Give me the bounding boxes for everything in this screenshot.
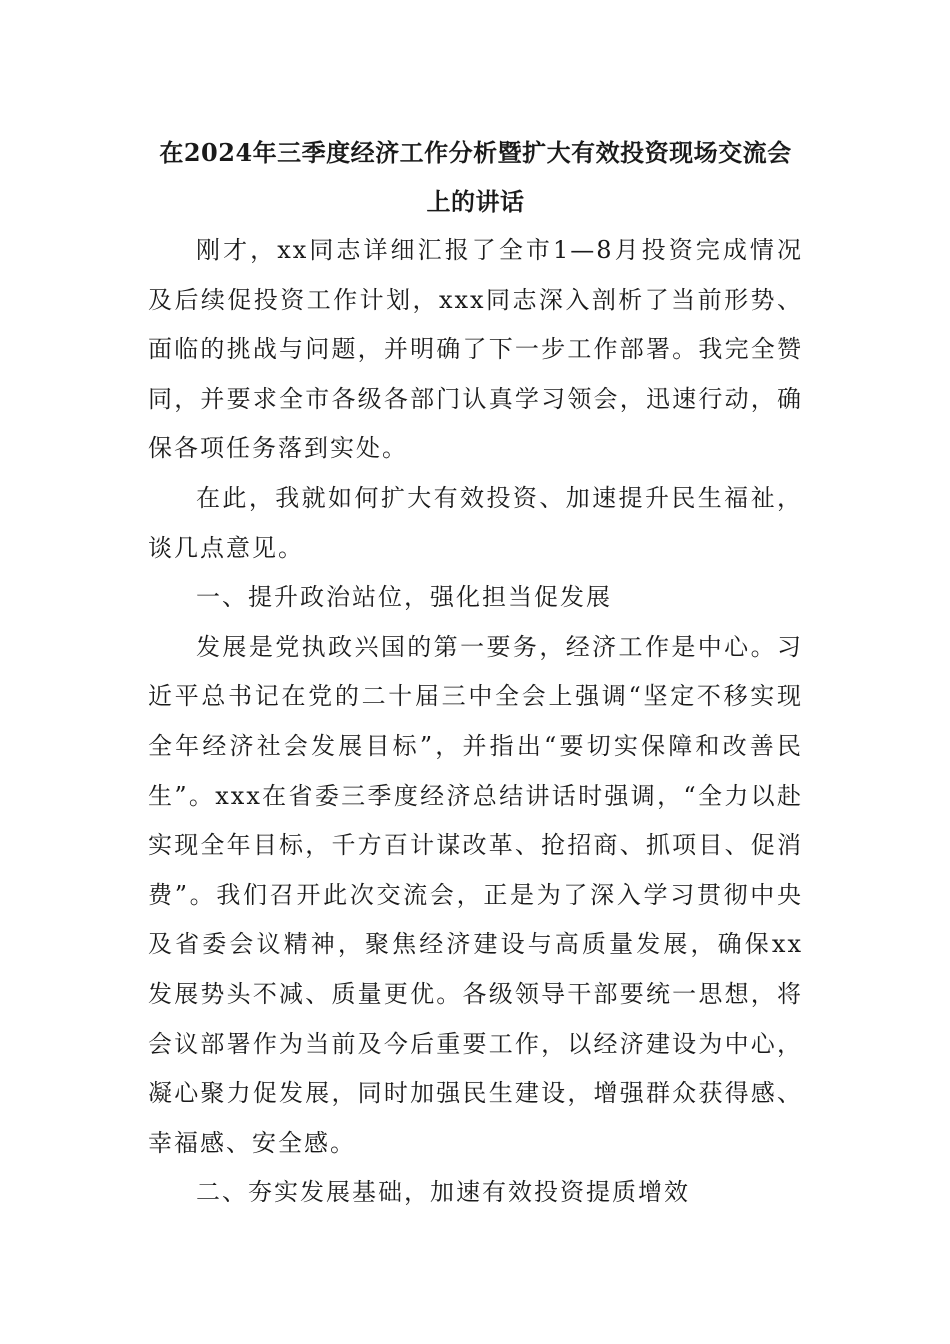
- document-body: [148, 128, 803, 1218]
- paragraph-intro: 在此，我就如何扩大有效投资、加速提升民生福祉，谈几点意见。: [148, 483, 803, 562]
- section-heading-1: 一、提升政治站位，强化担当促发展: [196, 583, 612, 612]
- section-heading-2: 二、夯实发展基础，加速有效投资提质增效: [196, 1178, 690, 1207]
- paragraph-opening: 刚才，xx同志详细汇报了全市1—8月投资完成情况及后续促投资工作计划，xxx同志深入剖析了当前形势、面临的挑战与问题，并明确了下一步工作部署。我完全赞同，并要求全市各级各部门认真学习领会，迅速行动，确保各项任务落到实处。: [148, 236, 803, 463]
- document-title: 在2024年三季度经济工作分析暨扩大有效投资现场交流会上的讲话: [159, 138, 792, 216]
- paragraph-section-1: 发展是党执政兴国的第一要务，经济工作是中心。习近平总书记在党的二十届三中全会上强调“坚定不移实现全年经济社会发展目标”，并指出“要切实保障和改善民生”。xxx在省委三季度经济总结讲话时强调，“全力以赴实现全年目标，千方百计谋改革、抢招商、抓项目、促消费”。我们召开此次交流会，正是为了深入学习贯彻中央及省委会议精神，聚焦经济建设与高质量发展，确保xx发展势头不减、质量更优。各级领导干部要统一思想，将会议部署作为当前及今后重要工作，以经济建设为中心，凝心聚力促发展，同时加强民生建设，增强群众获得感、幸福感、安全感。: [148, 632, 803, 1157]
